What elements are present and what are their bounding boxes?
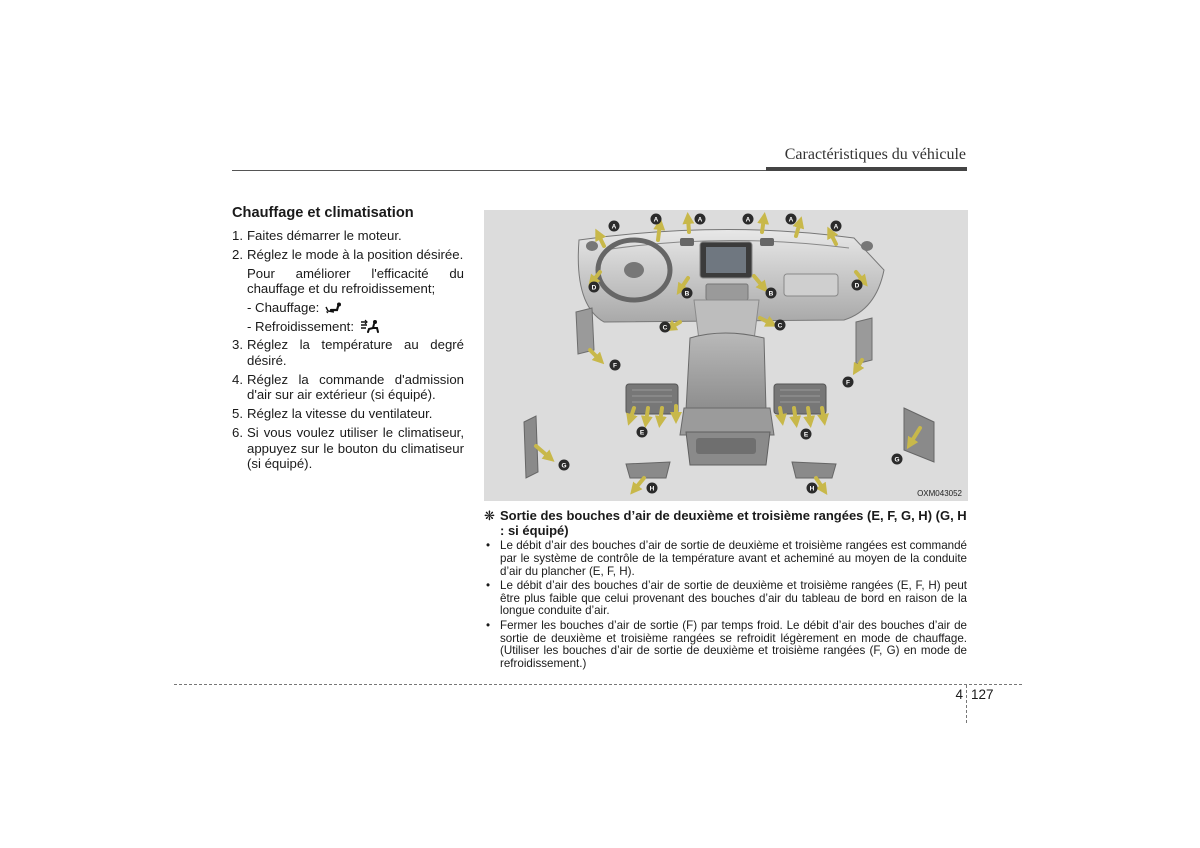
note-item-text: Le débit d’air des bouches d’air de sortie de deuxième et troisième rangées est commandé par le système de contrôle de la température avant et acheminé au moyen de la conduite d’air du plancher (E, F, H). <box>500 539 967 578</box>
badge-g <box>559 460 570 471</box>
bullet-icon: • <box>486 618 491 632</box>
svg-text:E: E <box>639 429 645 437</box>
svg-text:C: C <box>662 324 668 332</box>
header-rule-accent <box>766 167 967 171</box>
note-item-text: Fermer les bouches d’air de sortie (F) par temps froid. Le débit d’air des bouches d’air de sortie de deuxième et troisième rangées se refroidit légèrement en mode de chauffage. (Utiliser les bouches d’air de sortie de deuxième et troisième rangées (F, G) en mode de refroidissement.) <box>500 618 967 671</box>
svg-text:A: A <box>697 216 703 224</box>
note-title <box>484 509 967 538</box>
svg-text:E: E <box>803 431 809 439</box>
running-header: Caractéristiques du véhicule <box>784 146 966 163</box>
badge-e <box>801 429 812 440</box>
badge-d <box>852 280 863 291</box>
bullet-icon: • <box>486 539 491 552</box>
face-mode-icon <box>360 319 380 333</box>
step-number: 3. <box>232 337 243 352</box>
step-1 <box>232 228 464 244</box>
badge-h <box>807 483 818 494</box>
svg-text:D: D <box>591 284 597 292</box>
svg-text:G: G <box>561 462 567 470</box>
instructions-column <box>232 206 464 475</box>
badge-f <box>843 377 854 388</box>
svg-text:A: A <box>788 216 794 224</box>
svg-text:G: G <box>894 456 900 464</box>
footer-rule <box>174 684 1022 685</box>
heating-label: - Chauffage: <box>247 300 320 315</box>
cooling-label: - Refroidissement: <box>247 318 355 334</box>
figure-code: OXM043052 <box>917 489 962 498</box>
svg-text:B: B <box>768 290 774 298</box>
badge-a <box>743 214 754 225</box>
badge-e <box>637 427 648 438</box>
svg-text:H: H <box>809 485 815 493</box>
note-item <box>484 620 967 671</box>
svg-text:A: A <box>833 223 839 231</box>
svg-text:A: A <box>745 216 751 224</box>
svg-text:D: D <box>854 282 860 290</box>
step-4 <box>232 372 464 403</box>
badge-b <box>682 288 693 299</box>
section-title: Chauffage et climatisation <box>232 205 414 221</box>
svg-text:H: H <box>649 485 655 493</box>
badge-a <box>651 214 662 225</box>
step-text: Si vous voulez utiliser le climatiseur, appuyez sur le bouton du climatiseur (si équipé). <box>247 425 464 471</box>
step-number: 2. <box>232 246 243 262</box>
chapter-number: 4 <box>955 687 963 702</box>
step-number: 1. <box>232 227 243 243</box>
footer-divider <box>966 685 967 723</box>
step-text: Réglez la température au degré désiré. <box>247 337 464 368</box>
vent-f-right <box>856 318 872 364</box>
badge-a <box>695 214 706 225</box>
heating-mode <box>232 300 464 316</box>
floor-mode-icon <box>325 302 343 314</box>
badge-g <box>892 454 903 465</box>
center-console <box>680 333 774 465</box>
badge-h <box>647 483 658 494</box>
step-text: Faites démarrer le moteur. <box>247 227 402 243</box>
note-list <box>484 540 967 671</box>
svg-text:A: A <box>653 216 659 224</box>
svg-text:C: C <box>777 322 783 330</box>
step-3 <box>232 337 464 368</box>
note-item-text: Le débit d’air des bouches d’air de sortie de deuxième et troisième rangées (E, F, H) peut être plus faible que celui provenant des bouches d’air du tableau de bord en raison de la longue conduite d’air. <box>500 578 967 618</box>
badge-b <box>766 288 777 299</box>
badge-a <box>831 221 842 232</box>
note-title-text: Sortie des bouches d’air de deuxième et troisième rangées (E, F, G, H) (G, H : si équipé) <box>500 508 967 538</box>
step-number: 5. <box>232 406 243 421</box>
note-marker-icon: ❋ <box>484 508 495 523</box>
badge-c <box>660 322 671 333</box>
vent-f-left <box>576 308 594 354</box>
step-text: Réglez la vitesse du ventilateur. <box>247 406 433 421</box>
bullet-icon: • <box>486 578 491 592</box>
note-item <box>484 540 967 578</box>
step-5 <box>232 406 464 422</box>
cooling-mode <box>232 319 464 335</box>
vent-h-left <box>626 462 670 478</box>
step-number: 6. <box>232 425 243 440</box>
svg-text:F: F <box>613 362 617 370</box>
step-text: Réglez le mode à la position désirée. <box>247 246 464 262</box>
step-text: Réglez la commande d'admission d'air sur air extérieur (si équipé). <box>247 371 464 402</box>
svg-text:F: F <box>846 379 850 387</box>
vent-h-right <box>792 462 836 478</box>
vent-diagram <box>484 210 968 501</box>
badge-f <box>610 360 621 371</box>
badge-a <box>786 214 797 225</box>
step-2-detail: Pour améliorer l'efficacité du chauffage et du refroidissement; <box>247 265 464 296</box>
svg-text:A: A <box>611 223 617 231</box>
note-item <box>484 580 967 618</box>
vent-g-right <box>904 408 934 462</box>
vent-note <box>484 509 967 672</box>
svg-text:B: B <box>684 290 690 298</box>
air-vent-illustration <box>484 210 968 501</box>
badge-a <box>609 221 620 232</box>
page-number: 127 <box>971 687 994 702</box>
step-number: 4. <box>232 371 243 387</box>
step-2 <box>232 247 464 263</box>
badge-c <box>775 320 786 331</box>
badge-d <box>589 282 600 293</box>
step-6 <box>232 425 464 472</box>
dashboard <box>578 229 884 340</box>
